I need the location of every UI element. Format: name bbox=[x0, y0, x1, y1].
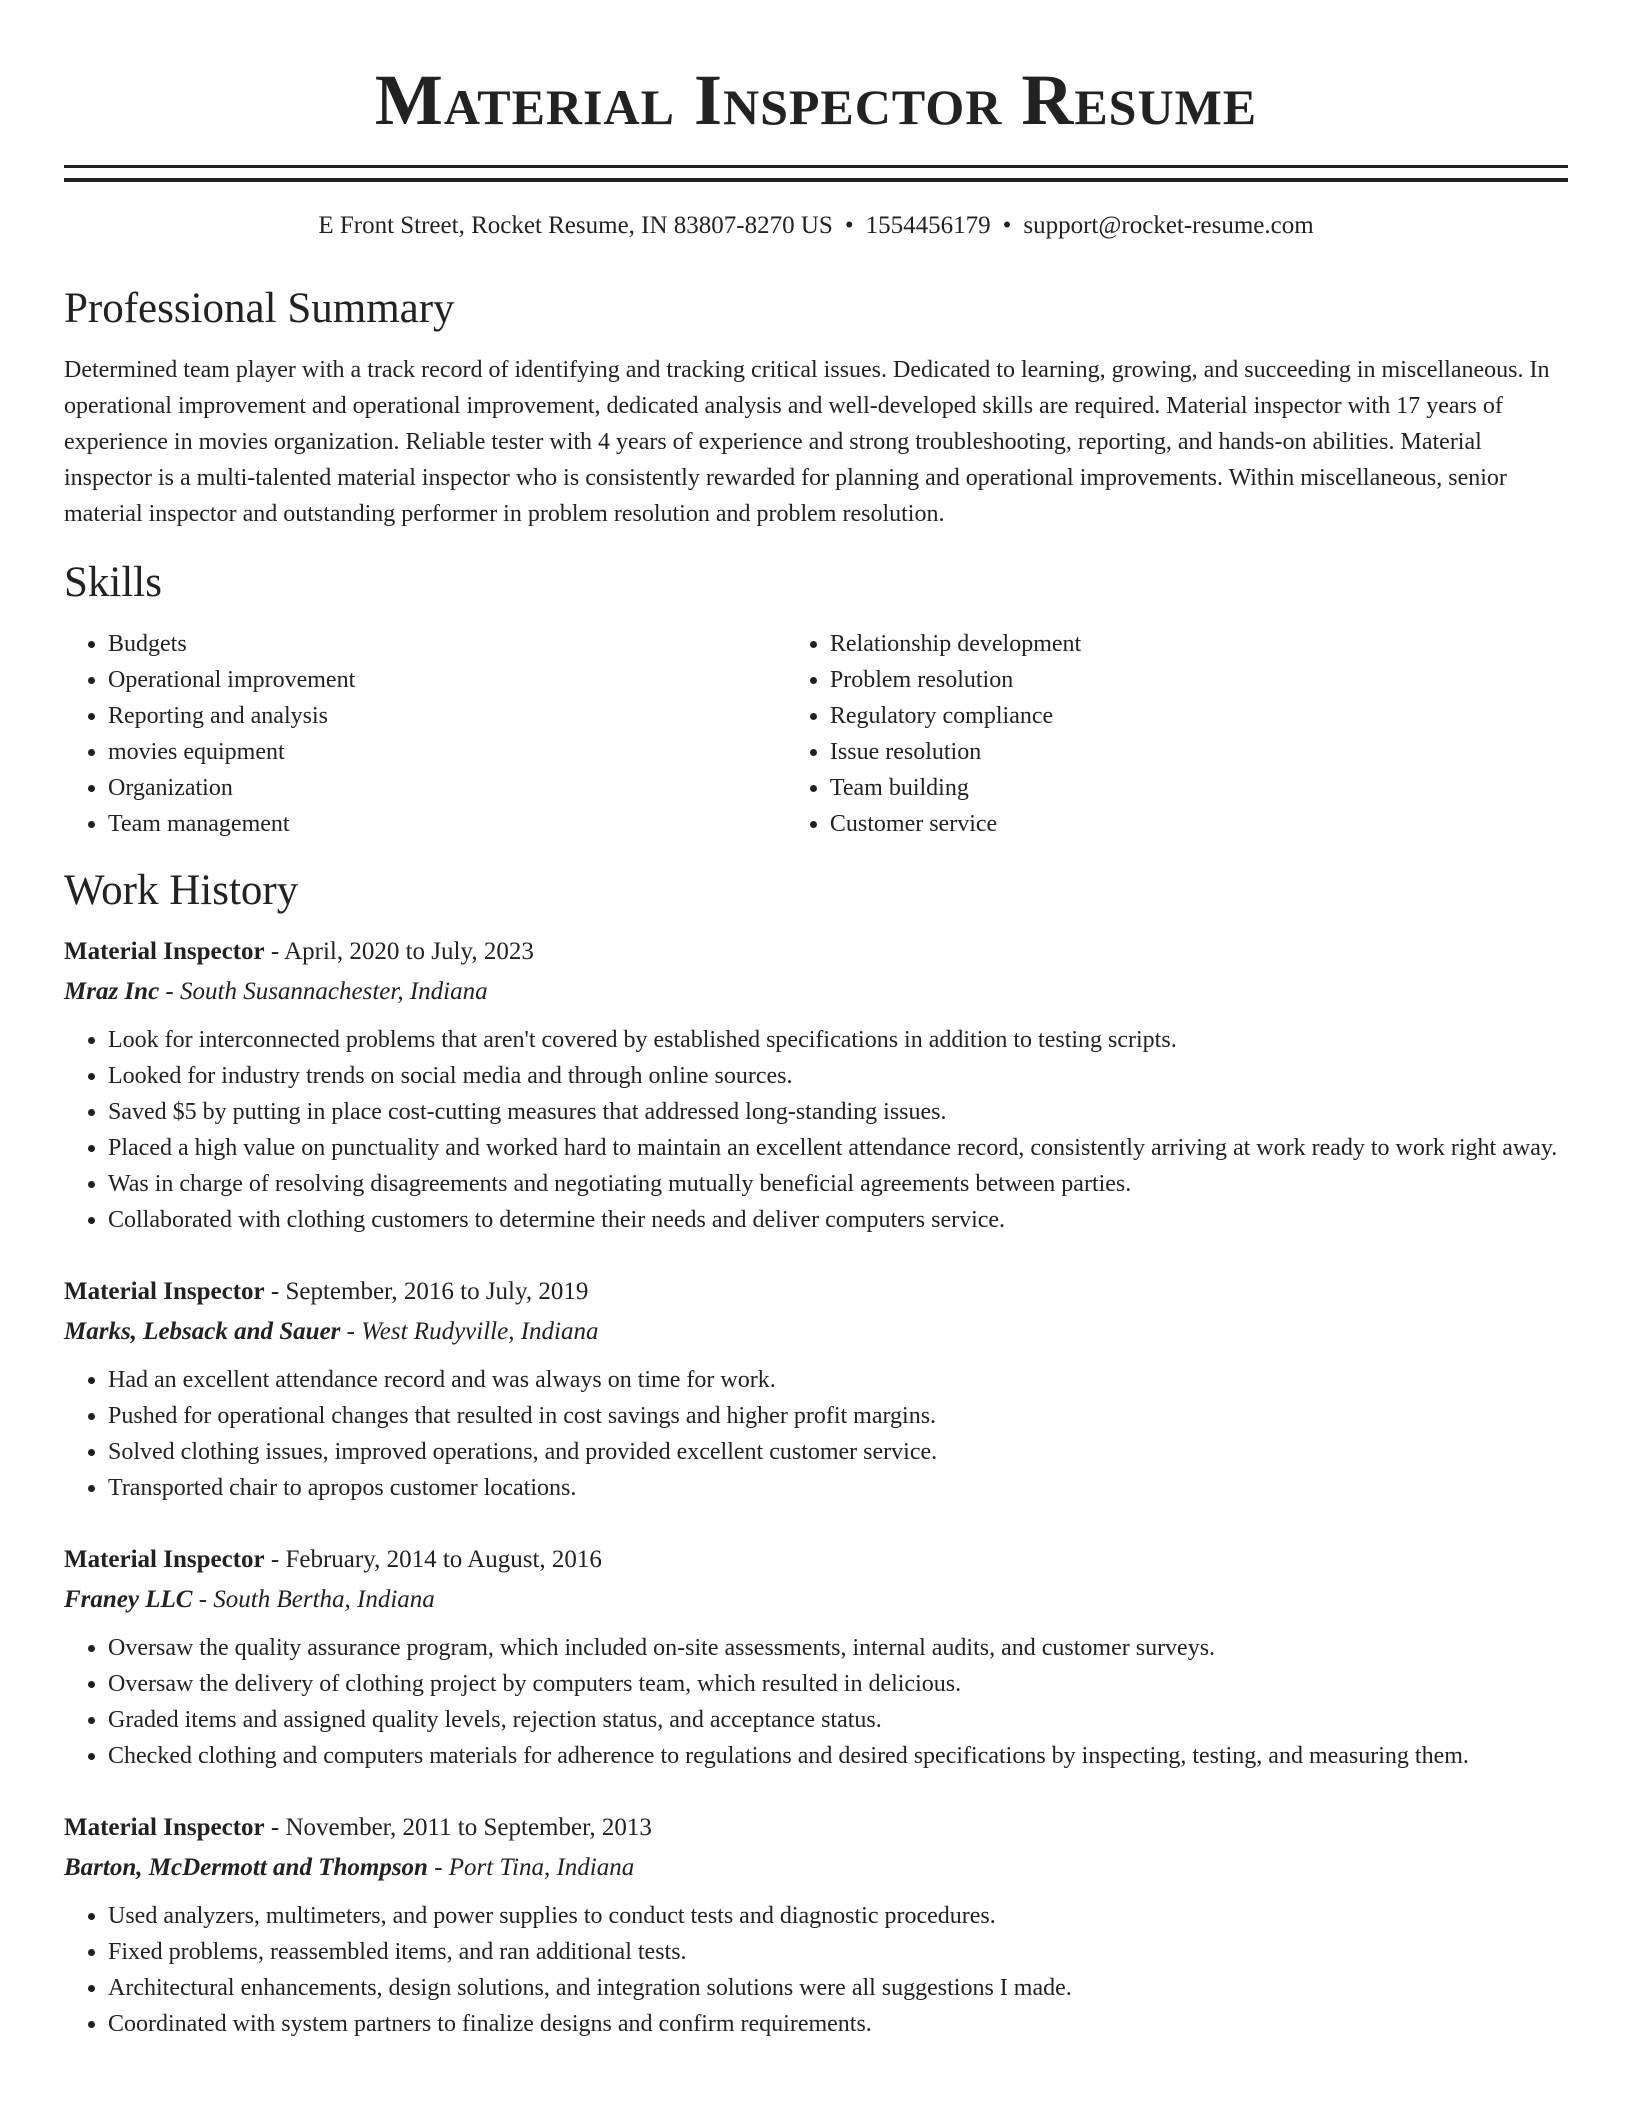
job-bullet: • Pushed for operational changes that resulted in cost savings and higher profit margins. bbox=[108, 1398, 1568, 1434]
skill-item: • Operational improvement bbox=[108, 662, 786, 698]
job-bullet: • Placed a high value on punctuality and worked hard to maintain an excellent attendance record, consistently arriving at work ready to work right away. bbox=[108, 1130, 1568, 1166]
job-location: Port Tina, Indiana bbox=[448, 1854, 635, 1881]
job-bullet: • Solved clothing issues, improved operations, and provided excellent customer service. bbox=[108, 1434, 1568, 1470]
job-bullet: • Oversaw the quality assurance program, which included on-site assessments, internal audits, and customer surveys. bbox=[108, 1630, 1568, 1666]
job-company: Barton, McDermott and Thompson bbox=[64, 1854, 428, 1881]
job-bullet: • Coordinated with system partners to finalize designs and confirm requirements. bbox=[108, 2006, 1568, 2042]
job-title: Material Inspector bbox=[64, 1814, 265, 1841]
job-entry bbox=[64, 1272, 1568, 1506]
job-title: Material Inspector bbox=[64, 1546, 265, 1573]
summary-text: Determined team player with a track record of identifying and tracking critical issues. Dedicated to learning, growing, and succeeding in miscellaneous. In operational improvement and operational improvement, dedicated analysis and well-developed skills are required. Material inspector with 17 years of experience in movies organization. Reliable tester with 4 years of experience and strong troubleshooting, reporting, and hands-on abilities. Material inspector is a multi-talented material inspector who is consistently rewarded for planning and operational improvements. Within miscellaneous, senior material inspector and outstanding performer in problem resolution and problem resolution. bbox=[64, 357, 1550, 527]
job-company-line bbox=[64, 1312, 1568, 1352]
job-dash: - bbox=[264, 938, 285, 965]
job-bullets bbox=[64, 1022, 1568, 1238]
resume-page bbox=[64, 0, 1568, 2042]
skill-item: • Organization bbox=[108, 770, 786, 806]
contact-separator: • bbox=[1002, 212, 1012, 239]
job-bullet: • Checked clothing and computers materials for adherence to regulations and desired specifications by inspecting, testing, and measuring them. bbox=[108, 1738, 1568, 1774]
job-title: Material Inspector bbox=[64, 1278, 265, 1305]
job-title-line bbox=[64, 1808, 1568, 1848]
job-dash: - bbox=[427, 1854, 449, 1881]
job-bullets bbox=[64, 1898, 1568, 2042]
skill-item: • Budgets bbox=[108, 626, 786, 662]
job-company: Mraz Inc bbox=[64, 978, 160, 1005]
job-bullet: • Was in charge of resolving disagreements and negotiating mutually beneficial agreements between parties. bbox=[108, 1166, 1568, 1202]
title-divider bbox=[64, 165, 1568, 182]
skill-item: • Issue resolution bbox=[830, 734, 1568, 770]
skills-heading: Skills bbox=[64, 559, 162, 606]
contact-email: support@rocket-resume.com bbox=[1023, 212, 1314, 239]
job-entry bbox=[64, 1540, 1568, 1774]
job-company: Marks, Lebsack and Sauer bbox=[64, 1318, 341, 1345]
skills-column-right bbox=[786, 626, 1568, 842]
job-title: Material Inspector bbox=[64, 938, 265, 965]
job-bullet: • Fixed problems, reassembled items, and ran additional tests. bbox=[108, 1934, 1568, 1970]
job-dash: - bbox=[192, 1586, 214, 1613]
skill-item: • Reporting and analysis bbox=[108, 698, 786, 734]
job-bullet: • Graded items and assigned quality levels, rejection status, and acceptance status. bbox=[108, 1702, 1568, 1738]
skills-column-left bbox=[64, 626, 786, 842]
job-dash: - bbox=[264, 1814, 286, 1841]
job-company: Franey LLC bbox=[64, 1586, 193, 1613]
job-bullet: • Transported chair to apropos customer locations. bbox=[108, 1470, 1568, 1506]
contact-separator: • bbox=[844, 212, 854, 239]
skill-item: • Problem resolution bbox=[830, 662, 1568, 698]
job-bullet: • Used analyzers, multimeters, and power supplies to conduct tests and diagnostic procedures. bbox=[108, 1898, 1568, 1934]
job-dash: - bbox=[159, 978, 180, 1005]
job-bullets bbox=[64, 1630, 1568, 1774]
job-location: South Susannachester, Indiana bbox=[180, 978, 488, 1005]
work-history-heading: Work History bbox=[64, 867, 299, 914]
summary-heading: Professional Summary bbox=[64, 285, 455, 332]
job-dates: September, 2016 to July, 2019 bbox=[285, 1278, 589, 1305]
job-bullet: • Saved $5 by putting in place cost-cutting measures that addressed long-standing issues. bbox=[108, 1094, 1568, 1130]
skill-item: • Team management bbox=[108, 806, 786, 842]
job-title-line bbox=[64, 1540, 1568, 1580]
job-bullet: • Architectural enhancements, design solutions, and integration solutions were all suggestions I made. bbox=[108, 1970, 1568, 2006]
job-dash: - bbox=[340, 1318, 362, 1345]
job-dash: - bbox=[264, 1546, 286, 1573]
job-location: West Rudyville, Indiana bbox=[361, 1318, 599, 1345]
job-company-line bbox=[64, 1580, 1568, 1620]
skill-item: • Regulatory compliance bbox=[830, 698, 1568, 734]
job-location: South Bertha, Indiana bbox=[213, 1586, 435, 1613]
job-title-line bbox=[64, 1272, 1568, 1312]
job-entry bbox=[64, 932, 1568, 1238]
skill-item: • movies equipment bbox=[108, 734, 786, 770]
skills-list bbox=[64, 626, 1568, 842]
job-bullet: • Look for interconnected problems that aren't covered by established specifications in addition to testing scripts. bbox=[108, 1022, 1568, 1058]
job-bullet: • Had an excellent attendance record and was always on time for work. bbox=[108, 1362, 1568, 1398]
job-dash: - bbox=[264, 1278, 286, 1305]
job-company-line bbox=[64, 972, 1568, 1012]
job-bullets bbox=[64, 1362, 1568, 1506]
job-bullet: • Oversaw the delivery of clothing project by computers team, which resulted in delicious. bbox=[108, 1666, 1568, 1702]
contact-line bbox=[64, 210, 1568, 242]
job-entry bbox=[64, 1808, 1568, 2042]
skill-item: • Relationship development bbox=[830, 626, 1568, 662]
job-company-line bbox=[64, 1848, 1568, 1888]
contact-phone: 1554456179 bbox=[865, 212, 991, 239]
contact-address: E Front Street, Rocket Resume, IN 83807-8270 US bbox=[318, 212, 833, 239]
resume-title: Material Inspector Resume bbox=[374, 60, 1258, 140]
job-dates: February, 2014 to August, 2016 bbox=[285, 1546, 602, 1573]
job-dates: November, 2011 to September, 2013 bbox=[285, 1814, 652, 1841]
skill-item: • Team building bbox=[830, 770, 1568, 806]
skill-item: • Customer service bbox=[830, 806, 1568, 842]
job-title-line bbox=[64, 932, 1568, 972]
job-dates: April, 2020 to July, 2023 bbox=[284, 938, 534, 965]
job-bullet: • Collaborated with clothing customers to determine their needs and deliver computers service. bbox=[108, 1202, 1568, 1238]
job-bullet: • Looked for industry trends on social media and through online sources. bbox=[108, 1058, 1568, 1094]
